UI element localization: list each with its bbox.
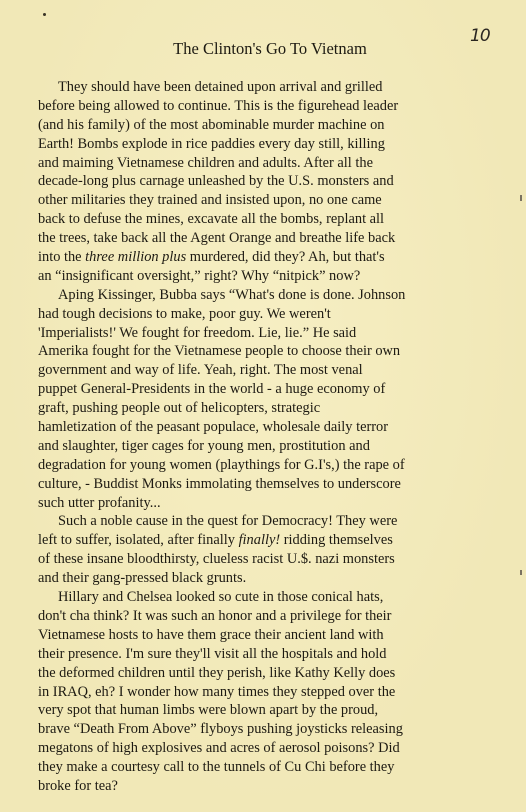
- text-line: before being allowed to continue. This is the figurehead leader: [38, 97, 399, 114]
- text-line: government and way of life. Yeah, right. The most venal: [38, 362, 363, 379]
- ink-dot: [43, 13, 46, 16]
- article-body: [38, 78, 518, 796]
- text-line: the deformed children until they perish, like Kathy Kelly does: [38, 664, 396, 681]
- text-line: hamletization of the peasant populace, wholesale daily terror: [38, 419, 389, 436]
- text-line: of these insane bloodthirsty, clueless racist U.$. nazi monsters: [38, 551, 395, 568]
- text-line: Hillary and Chelsea looked so cute in those conical hats,: [58, 589, 384, 606]
- text-segment: into the: [38, 249, 86, 266]
- text-line: Vietnamese hosts to have them grace their ancient land with: [38, 626, 384, 643]
- text-line: back to defuse the mines, excavate all the bombs, replant all: [38, 211, 385, 228]
- text-line: Aping Kissinger, Bubba says “What's done is done. Johnson: [58, 286, 406, 303]
- text-line: broke for tea?: [38, 777, 118, 794]
- text-line: megatons of high explosives and acres of aerosol poisons? Did: [38, 740, 400, 757]
- text-line: (and his family) of the most abominable murder machine on: [38, 116, 385, 133]
- text-line: graft, pushing people out of helicopters, strategic: [38, 400, 321, 417]
- text-line: their presence. I'm sure they'll visit all the hospitals and hold: [38, 645, 387, 662]
- text-line: such utter profanity...: [38, 494, 161, 511]
- text-line: brave “Death From Above” flyboys pushing joysticks releasing: [38, 721, 403, 738]
- text-line: and slaughter, tiger cages for young men, prostitution and: [38, 437, 370, 454]
- emphasized-text: finally!: [238, 532, 281, 549]
- text-line: decade-long plus carnage unleashed by the U.S. monsters and: [38, 173, 394, 190]
- text-line: [38, 531, 518, 550]
- text-line: They should have been detained upon arrival and grilled: [58, 79, 383, 95]
- text-line: other militaries they trained and insisted upon, no one came: [38, 192, 382, 209]
- text-line: Earth! Bombs explode in rice paddies every day still, killing: [38, 135, 385, 152]
- text-line: degradation for young women (playthings for G.I's,) the rape of: [38, 456, 405, 473]
- text-line: Such a noble cause in the quest for Democracy! They were: [58, 513, 398, 530]
- text-line: and maiming Vietnamese children and adults. After all the: [38, 154, 373, 171]
- text-line: and their gang-pressed black grunts.: [38, 570, 247, 587]
- edge-mark: [520, 570, 522, 575]
- text-line: an “insignificant oversight,” right? Why “nitpick” now?: [38, 267, 361, 284]
- emphasized-text: three million plus: [85, 249, 187, 266]
- text-line: the trees, take back all the Agent Orange and breathe life back: [38, 230, 396, 247]
- page-number: 10: [470, 26, 490, 46]
- text-segment: murdered, did they? Ah, but that's: [186, 249, 385, 266]
- text-line: had tough decisions to make, poor guy. We weren't: [38, 305, 331, 322]
- text-line: don't cha think? It was such an honor and a privilege for their: [38, 607, 392, 624]
- page-title: The Clinton's Go To Vietnam: [173, 39, 367, 58]
- text-line: culture, - Buddist Monks immolating themselves to underscore: [38, 475, 401, 492]
- text-line: Amerika fought for the Vietnamese people to choose their own: [38, 343, 401, 360]
- text-line: puppet General-Presidents in the world - a huge economy of: [38, 381, 386, 398]
- text-segment: ridding themselves: [280, 532, 393, 549]
- text-line: 'Imperialists!' We fought for freedom. Lie, lie.” He said: [38, 324, 357, 341]
- text-segment: left to suffer, isolated, after finally: [38, 532, 239, 549]
- text-line: they make a courtesy call to the tunnels of Cu Chi before they: [38, 759, 395, 776]
- edge-mark: [520, 195, 522, 201]
- text-line: very spot that human limbs were blown apart by the proud,: [38, 702, 379, 719]
- text-line: in IRAQ, eh? I wonder how many times they stepped over the: [38, 683, 396, 700]
- text-line: [38, 248, 518, 267]
